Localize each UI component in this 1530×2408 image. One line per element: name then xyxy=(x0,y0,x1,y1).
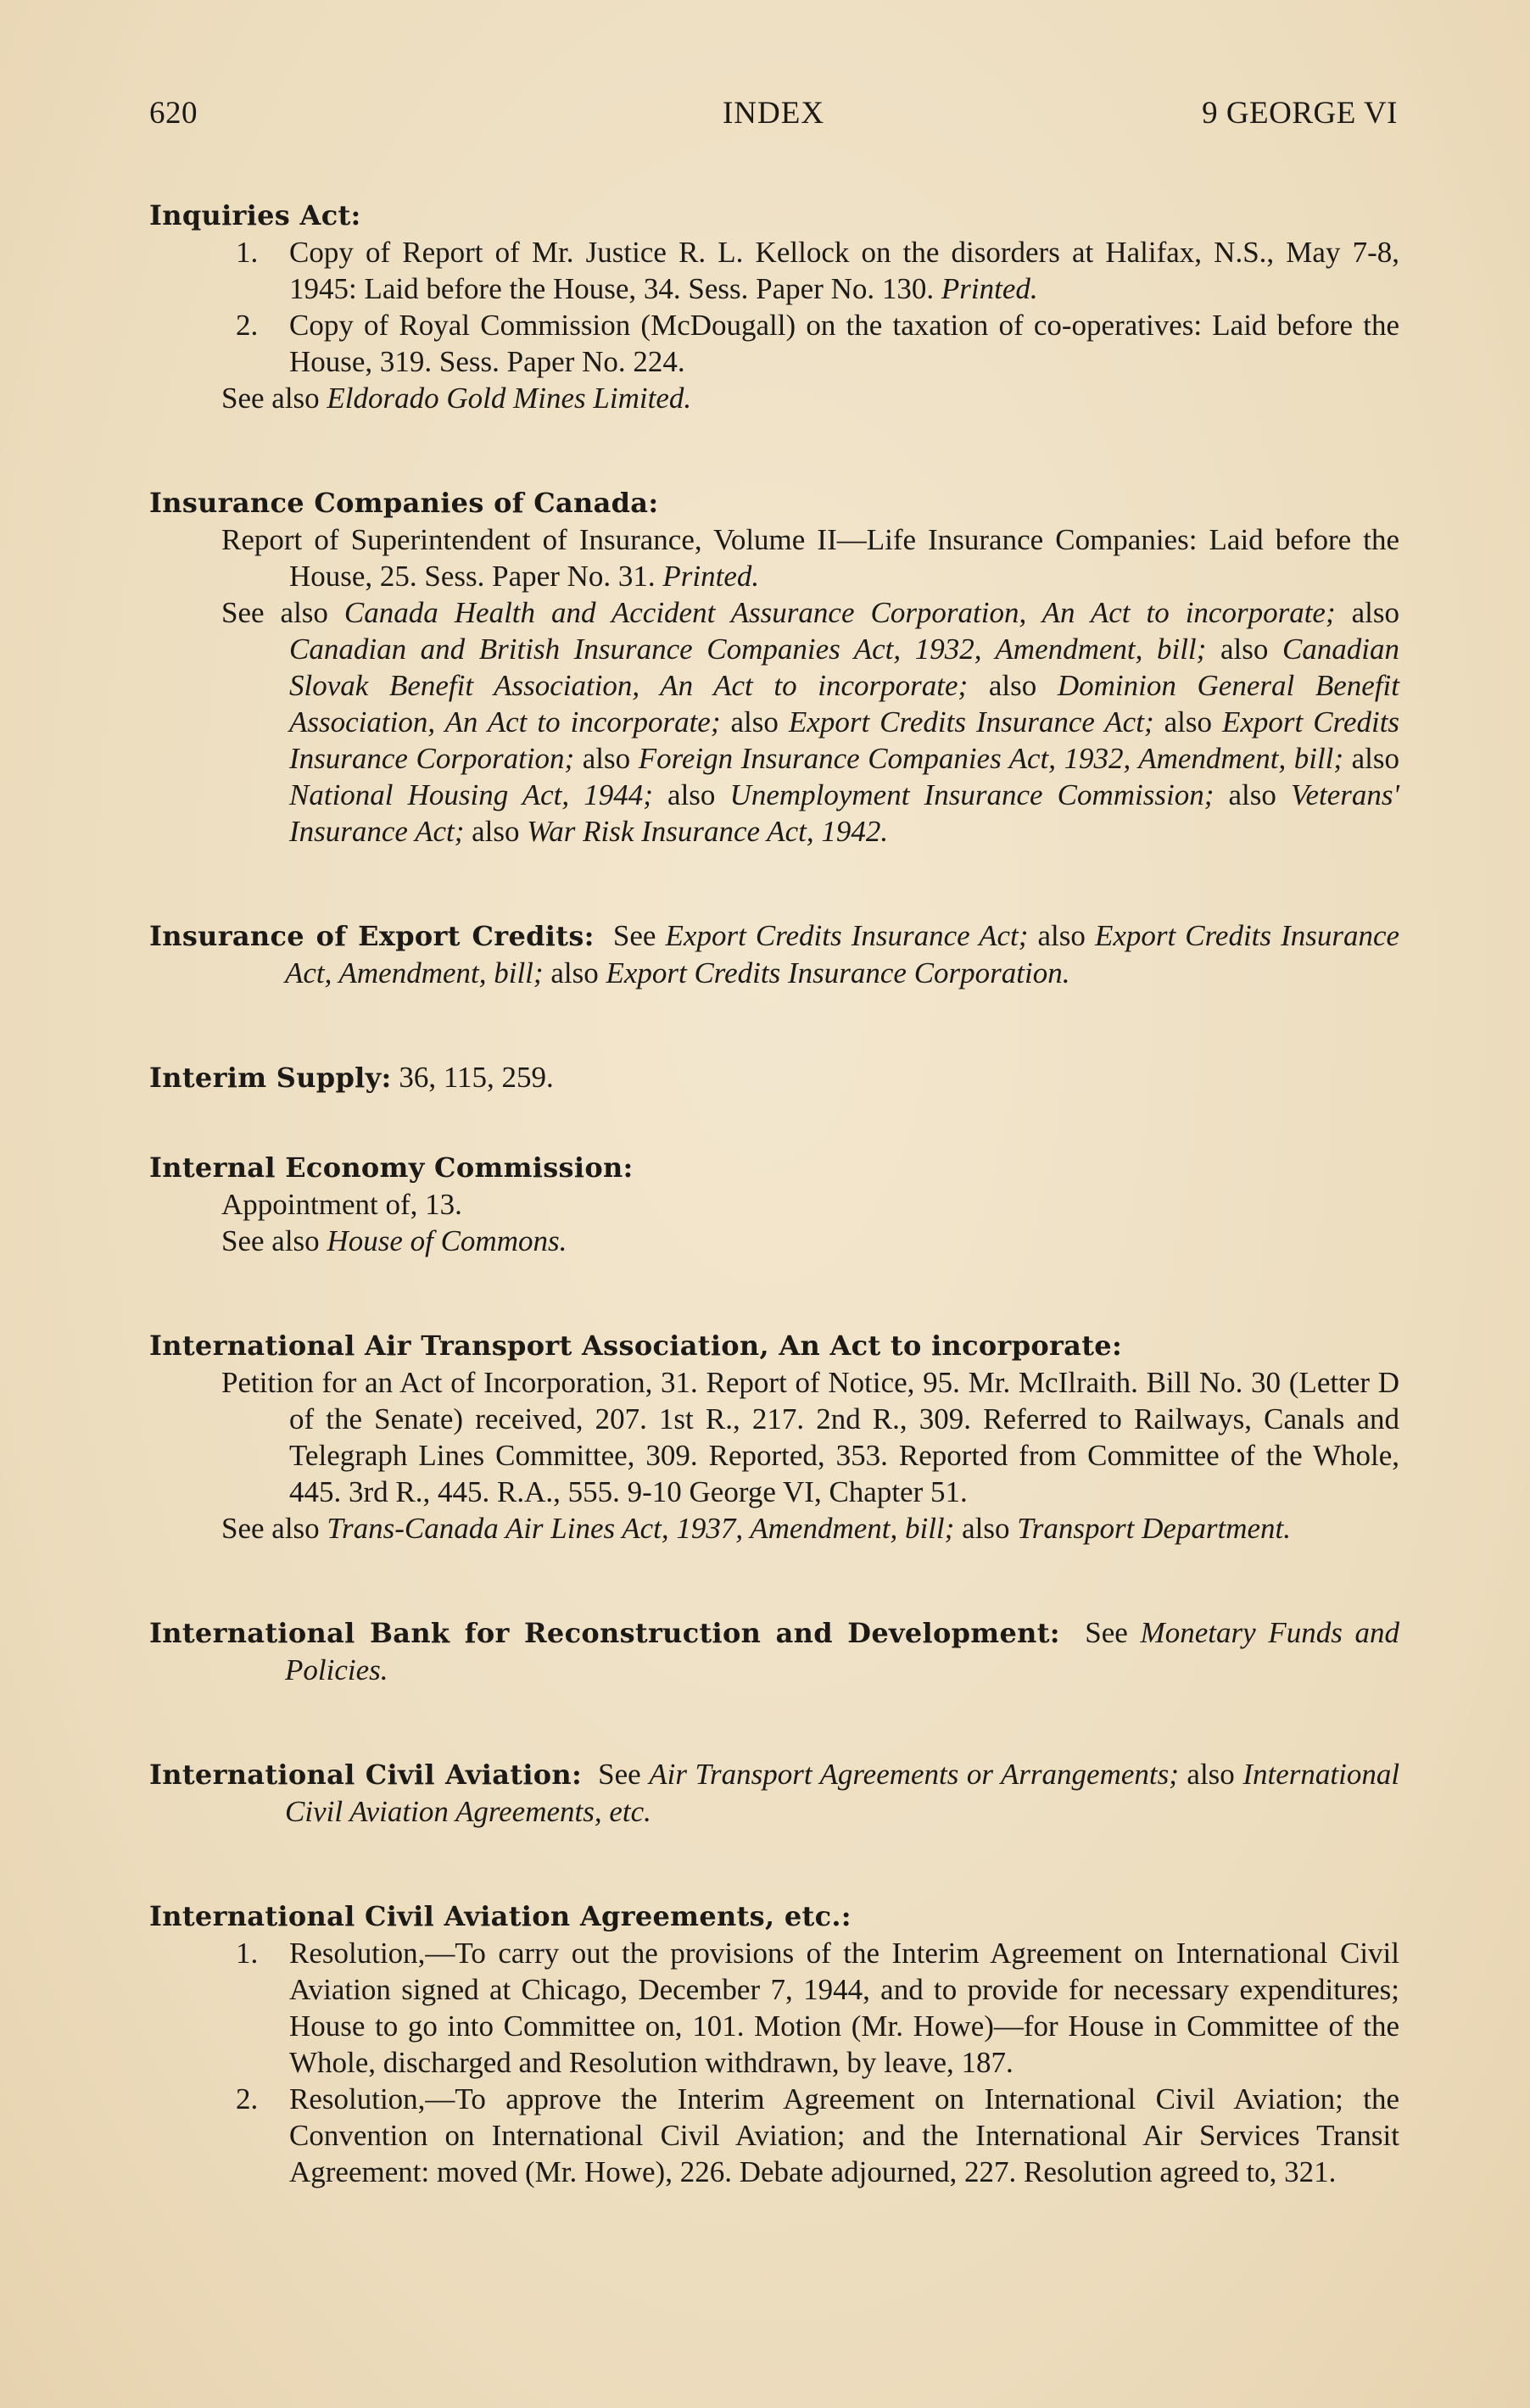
entry-text: Report of Superintendent of Insurance, Volume II—Life Insurance Companies: Laid before the House, 25. Sess. Paper No. 31. Printed. xyxy=(221,523,1399,593)
entry-heading: Interim Supply: xyxy=(149,1062,392,1094)
see-also: See also House of Commons. xyxy=(221,1224,567,1257)
index-entry-international-bank: International Bank for Reconstruction and Development: See Monetary Funds and Policies. xyxy=(149,1616,1400,1686)
entry-heading: International Civil Aviation: xyxy=(149,1759,583,1791)
numbered-item: 1. Copy of Report of Mr. Justice R. L. Kellock on the disorders at Halifax, N.S., May 7-8, 1945: Laid before the House, 34. Sess. Paper No. 130. Printed. xyxy=(236,236,1399,305)
running-head xyxy=(149,95,1398,139)
index-entry-internal-economy xyxy=(149,1149,1399,1259)
entry-heading: International Air Transport Association, An Act to incorporate: xyxy=(149,1329,1123,1362)
page-title: INDEX xyxy=(722,96,825,131)
see-also: See also Eldorado Gold Mines Limited. xyxy=(221,382,692,415)
index-entry-insurance-export-credits: Insurance of Export Credits: See Export Credits Insurance Act; also Export Credits Insurance Act, Amendment, bill; also Export Credits Insurance Corporation. xyxy=(149,919,1400,989)
numbered-item: 2. Resolution,—To approve the Interim Agreement on International Civil Aviation; the Convention on International Civil Aviation; and the International Air Services Transit Agreement: moved (Mr. Howe), 226. Debate adjourned, 227. Resolution agreed to, 321. xyxy=(236,2082,1399,2188)
index-entry-insurance-companies xyxy=(149,484,1399,850)
regnal-year: 9 GEORGE VI xyxy=(1202,96,1398,131)
numbered-item: 1. Resolution,—To carry out the provisions of the Interim Agreement on International Civil Aviation signed at Chicago, December 7, 1944, and to provide for necessary expenditures; House to go into Committee on, 101. Motion (Mr. Howe)—for House in Committee of the Whole, discharged and Resolution withdrawn, by leave, 187. xyxy=(236,1937,1399,2079)
entry-heading: Insurance Companies of Canada: xyxy=(149,487,659,519)
index-entry-civil-aviation-agreements xyxy=(149,1898,1399,2190)
page-number: 620 xyxy=(149,96,198,131)
entry-heading: Insurance of Export Credits: xyxy=(149,920,595,952)
numbered-item: 2. Copy of Royal Commission (McDougall) on the taxation of co-operatives: Laid before the House, 319. Sess. Paper No. 224. xyxy=(236,309,1399,378)
see-also: See also Canada Health and Accident Assurance Corporation, An Act to incorporate; also Canadian and British Insurance Companies Act, 1932, Amendment, bill; also Canadian Slovak Benefit Association, An Act to incorporate; also Dominion General Benefit Association, An Act to incorporate; also Export Credits Insurance Act; also Export Credits Insurance Corporation; also Foreign Insurance Companies Act, 1932, Amendment, bill; also National Housing Act, 1944; also Unemployment Insurance Commission; also Veterans' Insurance Act; also War Risk Insurance Act, 1942. xyxy=(221,596,1400,848)
index-entry-inquiries-act xyxy=(149,197,1399,416)
entry-heading: Internal Economy Commission: xyxy=(149,1151,634,1184)
index-entry-international-civil-aviation: International Civil Aviation: See Air Transport Agreements or Arrangements; also International Civil Aviation Agreements, etc. xyxy=(149,1758,1400,1828)
index-entry-iata xyxy=(149,1327,1399,1547)
entry-text: Appointment of, 13. xyxy=(221,1188,462,1221)
index-content xyxy=(149,197,1399,2258)
entry-heading: Inquiries Act: xyxy=(149,199,361,231)
entry-text: Petition for an Act of Incorporation, 31. Report of Notice, 95. Mr. McIlraith. Bill No. 30 (Letter D of the Senate) received, 207. 1st R., 217. 2nd R., 309. Referred to Railways, Canals and Telegraph Lines Committee, 309. Reported, 353. Reported from Committee of the Whole, 445. 3rd R., 445. R.A., 555. 9-10 George VI, Chapter 51. xyxy=(221,1366,1399,1508)
see-also: See also Trans-Canada Air Lines Act, 1937, Amendment, bill; also Transport Department. xyxy=(221,1512,1292,1545)
entry-heading: International Bank for Reconstruction and Development: xyxy=(149,1617,1060,1649)
index-entry-interim-supply: Interim Supply: 36, 115, 259. xyxy=(149,1061,554,1094)
entry-heading: International Civil Aviation Agreements, etc.: xyxy=(149,1900,852,1932)
